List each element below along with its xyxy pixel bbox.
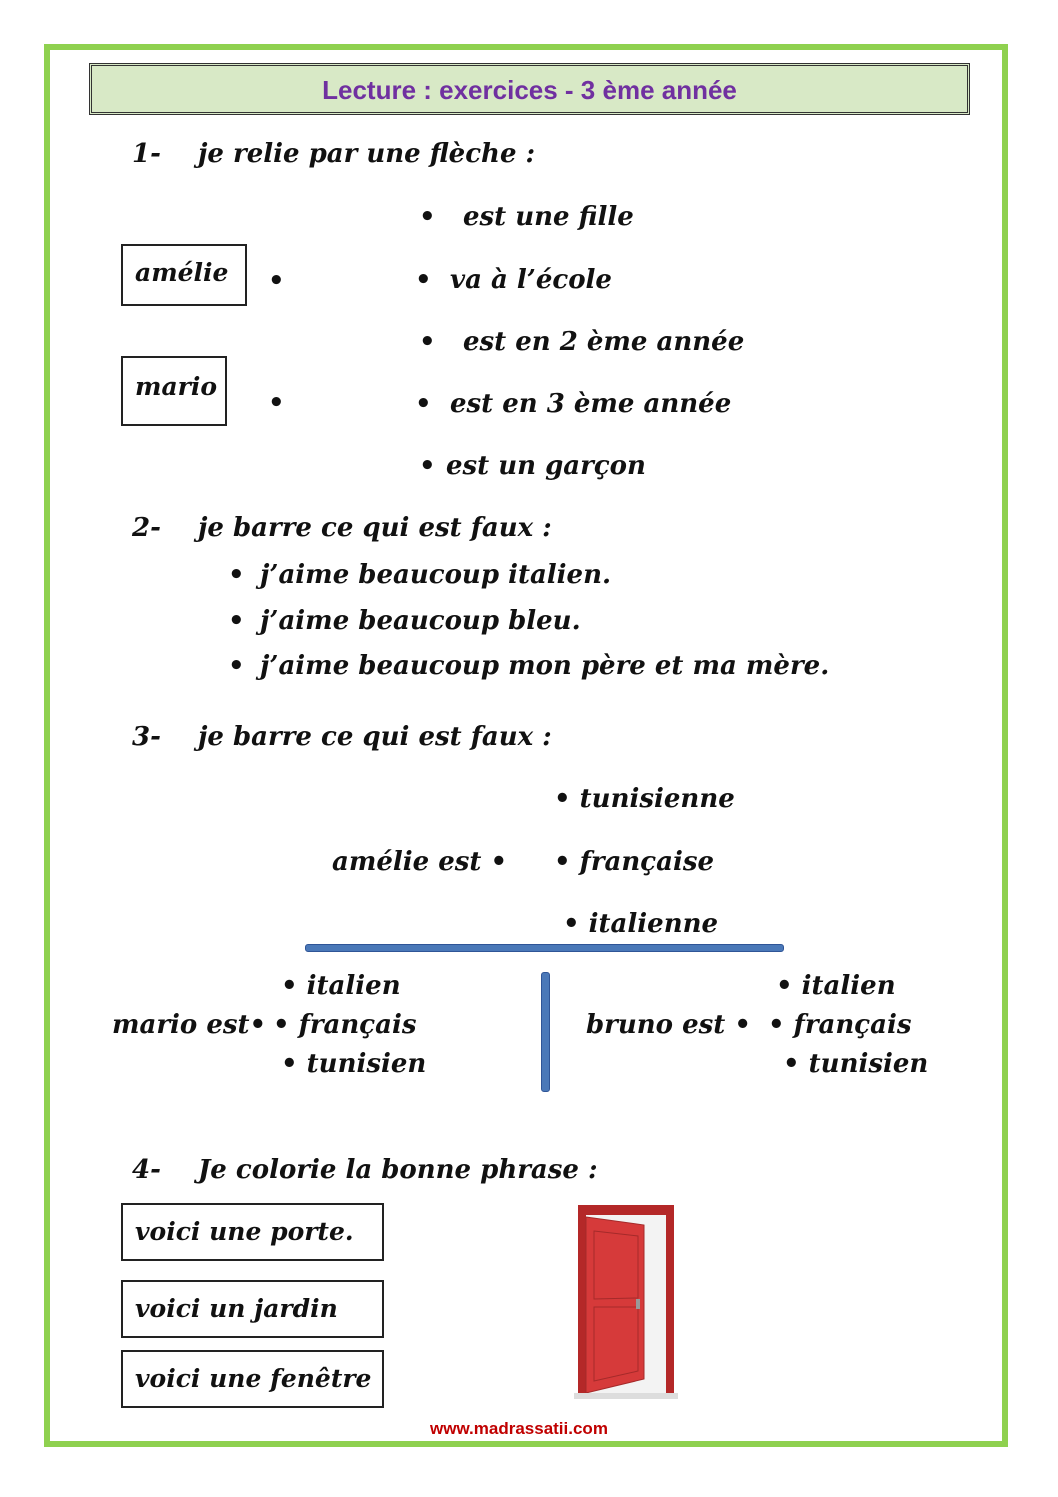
bullet-amelie[interactable]: •	[268, 266, 285, 296]
ex2-number: 2-	[132, 513, 161, 543]
name-amelie: amélie	[135, 258, 229, 287]
choice-box-window[interactable]	[121, 1350, 384, 1408]
bruno-option-1[interactable]: • italien	[776, 971, 896, 1001]
ex2-bullet-2: •	[228, 606, 245, 636]
ex2-item-1[interactable]: j’aime beaucoup italien.	[260, 560, 612, 590]
name-box-amelie	[121, 244, 247, 306]
page-title: Lecture : exercices - 3 ème année	[322, 75, 737, 105]
option-4: est en 3 ème année	[450, 389, 732, 419]
ex2-instruction: je barre ce qui est faux :	[198, 513, 552, 543]
bullet-option-1[interactable]: •	[419, 202, 436, 232]
amelie-label: amélie est •	[332, 847, 508, 877]
name-mario: mario	[135, 372, 217, 401]
ex3-number: 3-	[132, 722, 161, 752]
choice-garden: voici un jardin	[135, 1294, 338, 1323]
choice-door: voici une porte.	[135, 1217, 354, 1246]
option-1: est une fille	[463, 202, 634, 232]
choice-box-garden[interactable]	[121, 1280, 384, 1338]
bruno-label: bruno est •	[586, 1010, 751, 1040]
ex2-bullet-1: •	[228, 560, 245, 590]
bullet-option-2[interactable]: •	[415, 265, 432, 295]
choice-window: voici une fenêtre	[135, 1364, 372, 1393]
option-5: est un garçon	[446, 451, 646, 481]
ex3-instruction: je barre ce qui est faux :	[198, 722, 552, 752]
amelie-option-2[interactable]: • française	[554, 847, 715, 877]
option-3: est en 2 ème année	[463, 327, 745, 357]
choice-box-door[interactable]	[121, 1203, 384, 1261]
ex2-bullet-3: •	[228, 651, 245, 681]
red-door-icon	[574, 1203, 678, 1399]
bullet-option-5[interactable]: •	[419, 451, 436, 481]
ex2-item-2[interactable]: j’aime beaucoup bleu.	[260, 606, 581, 636]
ex1-number: 1-	[132, 139, 161, 169]
ex4-number: 4-	[132, 1155, 161, 1185]
bullet-mario[interactable]: •	[268, 388, 285, 418]
ex1-instruction: je relie par une flèche :	[198, 139, 536, 169]
name-box-mario	[121, 356, 227, 426]
bullet-option-4[interactable]: •	[415, 389, 432, 419]
mario-option-1[interactable]: • italien	[281, 971, 401, 1001]
ex2-item-3[interactable]: j’aime beaucoup mon père et ma mère.	[260, 651, 830, 681]
mario-option-2[interactable]: • français	[273, 1010, 417, 1040]
footer-link[interactable]: www.madrassatii.com	[430, 1419, 608, 1438]
title-banner	[89, 63, 970, 115]
option-2: va à l’école	[450, 265, 612, 295]
bruno-option-2[interactable]: • français	[768, 1010, 912, 1040]
amelie-option-1[interactable]: • tunisienne	[554, 784, 735, 814]
amelie-option-3[interactable]: • italienne	[563, 909, 719, 939]
horizontal-divider	[305, 944, 784, 952]
mario-option-3[interactable]: • tunisien	[281, 1049, 427, 1079]
vertical-divider	[541, 972, 550, 1092]
ex4-instruction: Je colorie la bonne phrase :	[198, 1155, 598, 1185]
mario-label: mario est•	[112, 1010, 267, 1040]
bruno-option-3[interactable]: • tunisien	[783, 1049, 929, 1079]
bullet-option-3[interactable]: •	[419, 327, 436, 357]
